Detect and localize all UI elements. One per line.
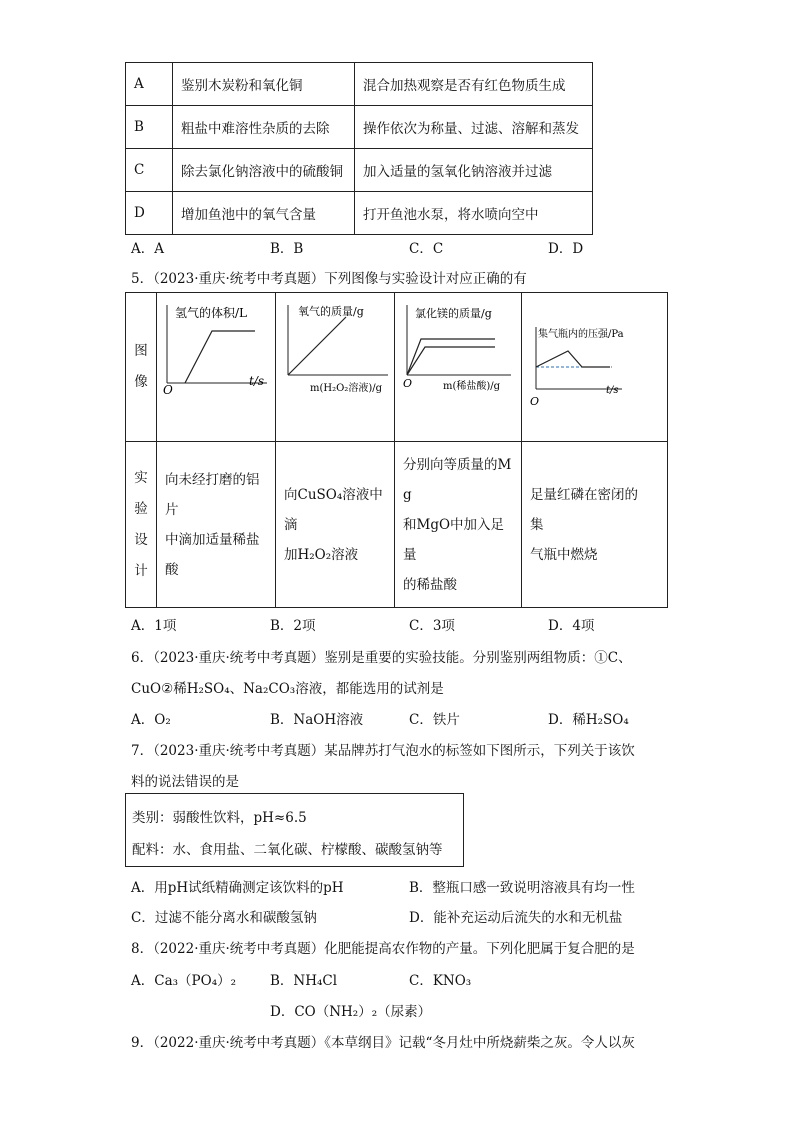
row-header-graph: 图 像 (126, 293, 157, 442)
q8-options (131, 969, 471, 989)
cell-task: 除去氯化钠溶液中的硫酸铜 (173, 149, 355, 192)
option[interactable]: C．C (409, 241, 444, 257)
q4-options (131, 237, 583, 257)
option[interactable]: D．稀H₂SO₄ (548, 712, 629, 728)
cell-task: 增加鱼池中的氧气含量 (173, 192, 355, 235)
table-row (126, 149, 593, 192)
row-header-design: 实 验 设 计 (126, 442, 157, 608)
graph-3-origin: O (403, 377, 413, 390)
cell-task: 粗盐中难溶性杂质的去除 (173, 106, 355, 149)
option[interactable]: D．D (548, 241, 584, 257)
graph-1-xlabel: t/s (249, 374, 265, 388)
graph-2-ylabel: 氧气的质量/g (298, 305, 364, 318)
option[interactable]: C．过滤不能分离水和碳酸氢钠 (131, 910, 317, 926)
option[interactable]: C．3项 (409, 618, 455, 634)
q9-line1: 9．（2022·重庆·统考中考真题）《本草纲目》记载“冬月灶中所烧薪柴之灰。令人以灰 (131, 1035, 635, 1051)
graph-3 (395, 293, 522, 442)
graph-4 (522, 293, 668, 442)
cell-method: 加入适量的氢氧化钠溶液并过滤 (355, 149, 593, 192)
q8-stem: 8．（2022·重庆·统考中考真题）化肥能提高农作物的产量。下列化肥属于复合肥的是 (131, 941, 635, 957)
design-4: 足量红磷在密闭的 集 气瓶中燃烧 (522, 442, 668, 608)
graph-1-origin: O (163, 383, 173, 397)
cell-task: 鉴别木炭粉和氧化铜 (173, 63, 355, 106)
product-label-box (125, 793, 464, 867)
option[interactable]: B．B (270, 241, 304, 257)
option[interactable]: A．用pH试纸精确测定该饮料的pH (131, 880, 344, 896)
table-row (126, 106, 593, 149)
graph-4-origin: O (530, 395, 540, 408)
option[interactable]: A．Ca₃（PO₄）₂ (131, 973, 237, 989)
graph-4-xlabel: t/s (606, 385, 619, 396)
q4-table (125, 62, 593, 235)
graph-2-xlabel: m(H₂O₂溶液)/g (310, 383, 382, 394)
design-2: 向CuSO₄溶液中 滴 加H₂O₂溶液 (276, 442, 395, 608)
cell-method: 打开鱼池水泵，将水喷向空中 (355, 192, 593, 235)
q5-stem: 5．（2023·重庆·统考中考真题）下列图像与实验设计对应正确的有 (131, 271, 527, 287)
q7-line1: 7．（2023·重庆·统考中考真题）某品牌苏打气泡水的标签如下图所示，下列关于该饮 (131, 743, 635, 759)
q6-line1: 6．（2023·重庆·统考中考真题）鉴别是重要的实验技能。分别鉴别两组物质：①C、 (131, 650, 632, 666)
cell-method: 混合加热观察是否有红色物质生成 (355, 63, 593, 106)
graph-3-ylabel: 氯化镁的质量/g (415, 307, 492, 320)
option[interactable]: A．A (131, 241, 164, 257)
option[interactable]: B．2项 (270, 618, 316, 634)
cell-method: 操作依次为称量、过滤、溶解和蒸发 (355, 106, 593, 149)
option[interactable]: A．1项 (131, 618, 177, 634)
graph-3-xlabel: m(稀盐酸)/g (443, 381, 501, 392)
graph-1 (157, 293, 276, 442)
option[interactable]: A．O₂ (131, 712, 171, 728)
cell-label: C (126, 149, 173, 192)
graph-1-ylabel: 氢气的体积/L (175, 306, 248, 320)
table-row (126, 192, 593, 235)
option[interactable]: B．整瓶口感一致说明溶液具有均一性 (409, 880, 635, 896)
table-row (126, 63, 593, 106)
option[interactable]: C．KNO₃ (409, 973, 472, 989)
cell-label: A (126, 63, 173, 106)
graph-4-ylabel: 集气瓶内的压强/Pa (538, 329, 624, 340)
label-category: 类别：弱酸性饮料，pH≈6.5 (132, 810, 307, 826)
graph-2 (276, 293, 395, 442)
option[interactable]: D．4项 (548, 618, 595, 634)
q6-line2: CuO②稀H₂SO₄、Na₂CO₃溶液，都能选用的试剂是 (131, 681, 444, 697)
design-3: 分别向等质量的M g 和MgO中加入足 量 的稀盐酸 (395, 442, 522, 608)
q5-table (125, 292, 668, 608)
option[interactable]: D．能补充运动后流失的水和无机盐 (409, 910, 623, 926)
design-1: 向未经打磨的铝 片 中滴加适量稀盐 酸 (157, 442, 276, 608)
q5-options (131, 614, 594, 634)
option[interactable]: B．NH₄Cl (270, 973, 338, 989)
cell-label: D (126, 192, 173, 235)
option[interactable]: C．铁片 (409, 712, 460, 728)
q7-line2: 料的说法错误的是 (131, 774, 239, 790)
q6-options (131, 708, 629, 728)
cell-label: B (126, 106, 173, 149)
option[interactable]: D．CO（NH₂）₂（尿素） (270, 1004, 432, 1020)
label-ingredients: 配料：水、食用盐、二氧化碳、柠檬酸、碳酸氢钠等 (132, 842, 443, 858)
option[interactable]: B．NaOH溶液 (270, 712, 364, 728)
